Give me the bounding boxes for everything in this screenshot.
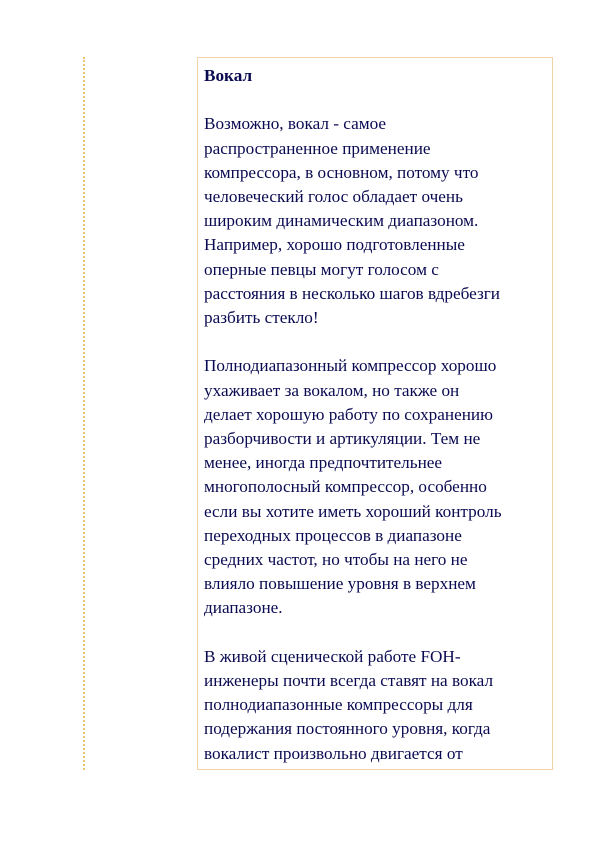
text-line: ухаживает за вокалом, но также он xyxy=(204,380,460,400)
text-line: Возможно, вокал - самое xyxy=(204,114,387,134)
text-line: Например, хорошо подготовленные xyxy=(204,235,465,255)
paragraph-3 xyxy=(204,645,548,766)
text-line: компрессора, в основном, потому что xyxy=(204,162,479,182)
text-line: переходных процессов в диапазоне xyxy=(204,525,462,545)
text-line: Полнодиапазонный компрессор хорошо xyxy=(204,356,497,376)
text-line: диапазоне. xyxy=(204,598,283,618)
text-line: В живой сценической работе FOH- xyxy=(204,646,461,666)
text-line: оперные певцы могут голосом с xyxy=(204,259,439,279)
paragraph-1 xyxy=(204,112,548,330)
text-line: делает хорошую работу по сохранению xyxy=(204,404,493,424)
text-line: менее, иногда предпочтительнее xyxy=(204,453,443,473)
text-box xyxy=(197,57,553,770)
text-line: вокалист произвольно двигается от xyxy=(204,743,463,763)
text-line: расстояния в несколько шагов вдребезги xyxy=(204,283,500,303)
text-line: влияло повышение уровня в верхнем xyxy=(204,574,476,594)
text-line: разборчивости и артикуляции. Тем не xyxy=(204,429,481,449)
text-line: полнодиапазонные компрессоры для xyxy=(204,695,473,715)
text-line: разбить стекло! xyxy=(204,308,319,328)
text-line: подержания постоянного уровня, когда xyxy=(204,719,491,739)
text-line: инженеры почти всегда ставят на вокал xyxy=(204,671,494,691)
margin-rule xyxy=(83,57,85,770)
paragraph-2 xyxy=(204,354,548,620)
text-line: широким динамическим диапазоном. xyxy=(204,211,479,231)
text-line: если вы хотите иметь хороший контроль xyxy=(204,501,502,521)
text-line: человеческий голос обладает очень xyxy=(204,187,463,206)
text-line: средних частот, но чтобы на него не xyxy=(204,550,468,570)
text-line: распространенное применение xyxy=(204,138,431,158)
section-heading: Вокал xyxy=(204,66,253,85)
text-line: многополосный компрессор, особенно xyxy=(204,477,487,497)
